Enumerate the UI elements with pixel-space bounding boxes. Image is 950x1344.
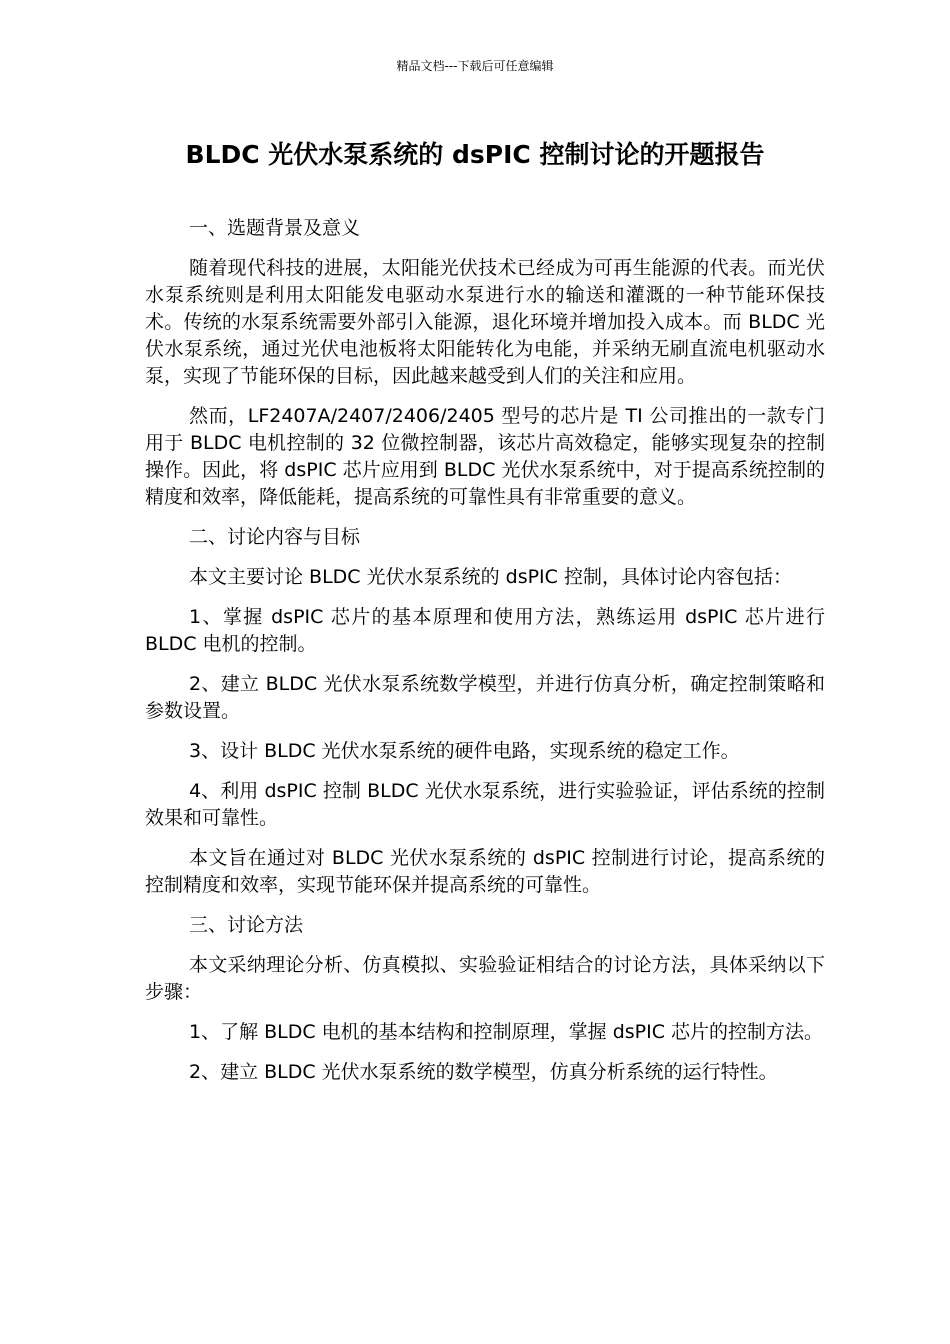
paragraph: 然而，LF2407A/2407/2406/2405 型号的芯片是 TI 公司推出的一款专门用于 BLDC 电机控制的 32 位微控制器，该芯片高效稳定，能够实现复杂的控制操作。因此，将 dsPIC 芯片应用到 BLDC 光伏水泵系统中，对于提高系统控制的精度和效率，降低能耗，提高系统的可靠性具有非常重要的意义。	[145, 405, 825, 508]
paragraph: 本文主要讨论 BLDC 光伏水泵系统的 dsPIC 控制，具体讨论内容包括：	[189, 566, 792, 588]
document-title: BLDC 光伏水泵系统的 dsPIC 控制讨论的开题报告	[185, 140, 765, 169]
list-item: 1、掌握 dsPIC 芯片的基本原理和使用方法，熟练运用 dsPIC 芯片进行 BLDC 电机的控制。	[145, 606, 825, 655]
paragraph: 随着现代科技的进展，太阳能光伏技术已经成为可再生能源的代表。而光伏水泵系统则是利用太阳能发电驱动水泵进行水的输送和灌溉的一种节能环保技术。传统的水泵系统需要外部引入能源，退化环境并增加投入成本。而 BLDC 光伏水泵系统，通过光伏电池板将太阳能转化为电能，并采纳无刷直流电机驱动水泵，实现了节能环保的目标，因此越来越受到人们的关注和应用。	[145, 257, 825, 387]
paragraph: 本文采纳理论分析、仿真模拟、实验验证相结合的讨论方法，具体采纳以下步骤：	[145, 954, 825, 1003]
section-heading-background: 一、选题背景及意义	[189, 217, 361, 239]
paragraph: 本文旨在通过对 BLDC 光伏水泵系统的 dsPIC 控制进行讨论，提高系统的控制精度和效率，实现节能环保并提高系统的可靠性。	[145, 847, 825, 896]
section-heading-content: 二、讨论内容与目标	[189, 526, 361, 548]
list-item: 1、了解 BLDC 电机的基本结构和控制原理，掌握 dsPIC 芯片的控制方法。	[189, 1021, 824, 1043]
header-note: 精品文档---下载后可任意编辑	[396, 59, 554, 73]
document-body	[145, 215, 825, 1099]
list-item: 2、建立 BLDC 光伏水泵系统的数学模型，仿真分析系统的运行特性。	[189, 1061, 778, 1083]
list-item: 3、设计 BLDC 光伏水泵系统的硬件电路，实现系统的稳定工作。	[189, 740, 740, 762]
section-heading-method: 三、讨论方法	[189, 914, 304, 936]
list-item: 2、建立 BLDC 光伏水泵系统数学模型，并进行仿真分析，确定控制策略和参数设置。	[145, 673, 825, 722]
list-item: 4、利用 dsPIC 控制 BLDC 光伏水泵系统，进行实验验证，评估系统的控制效果和可靠性。	[145, 780, 825, 829]
